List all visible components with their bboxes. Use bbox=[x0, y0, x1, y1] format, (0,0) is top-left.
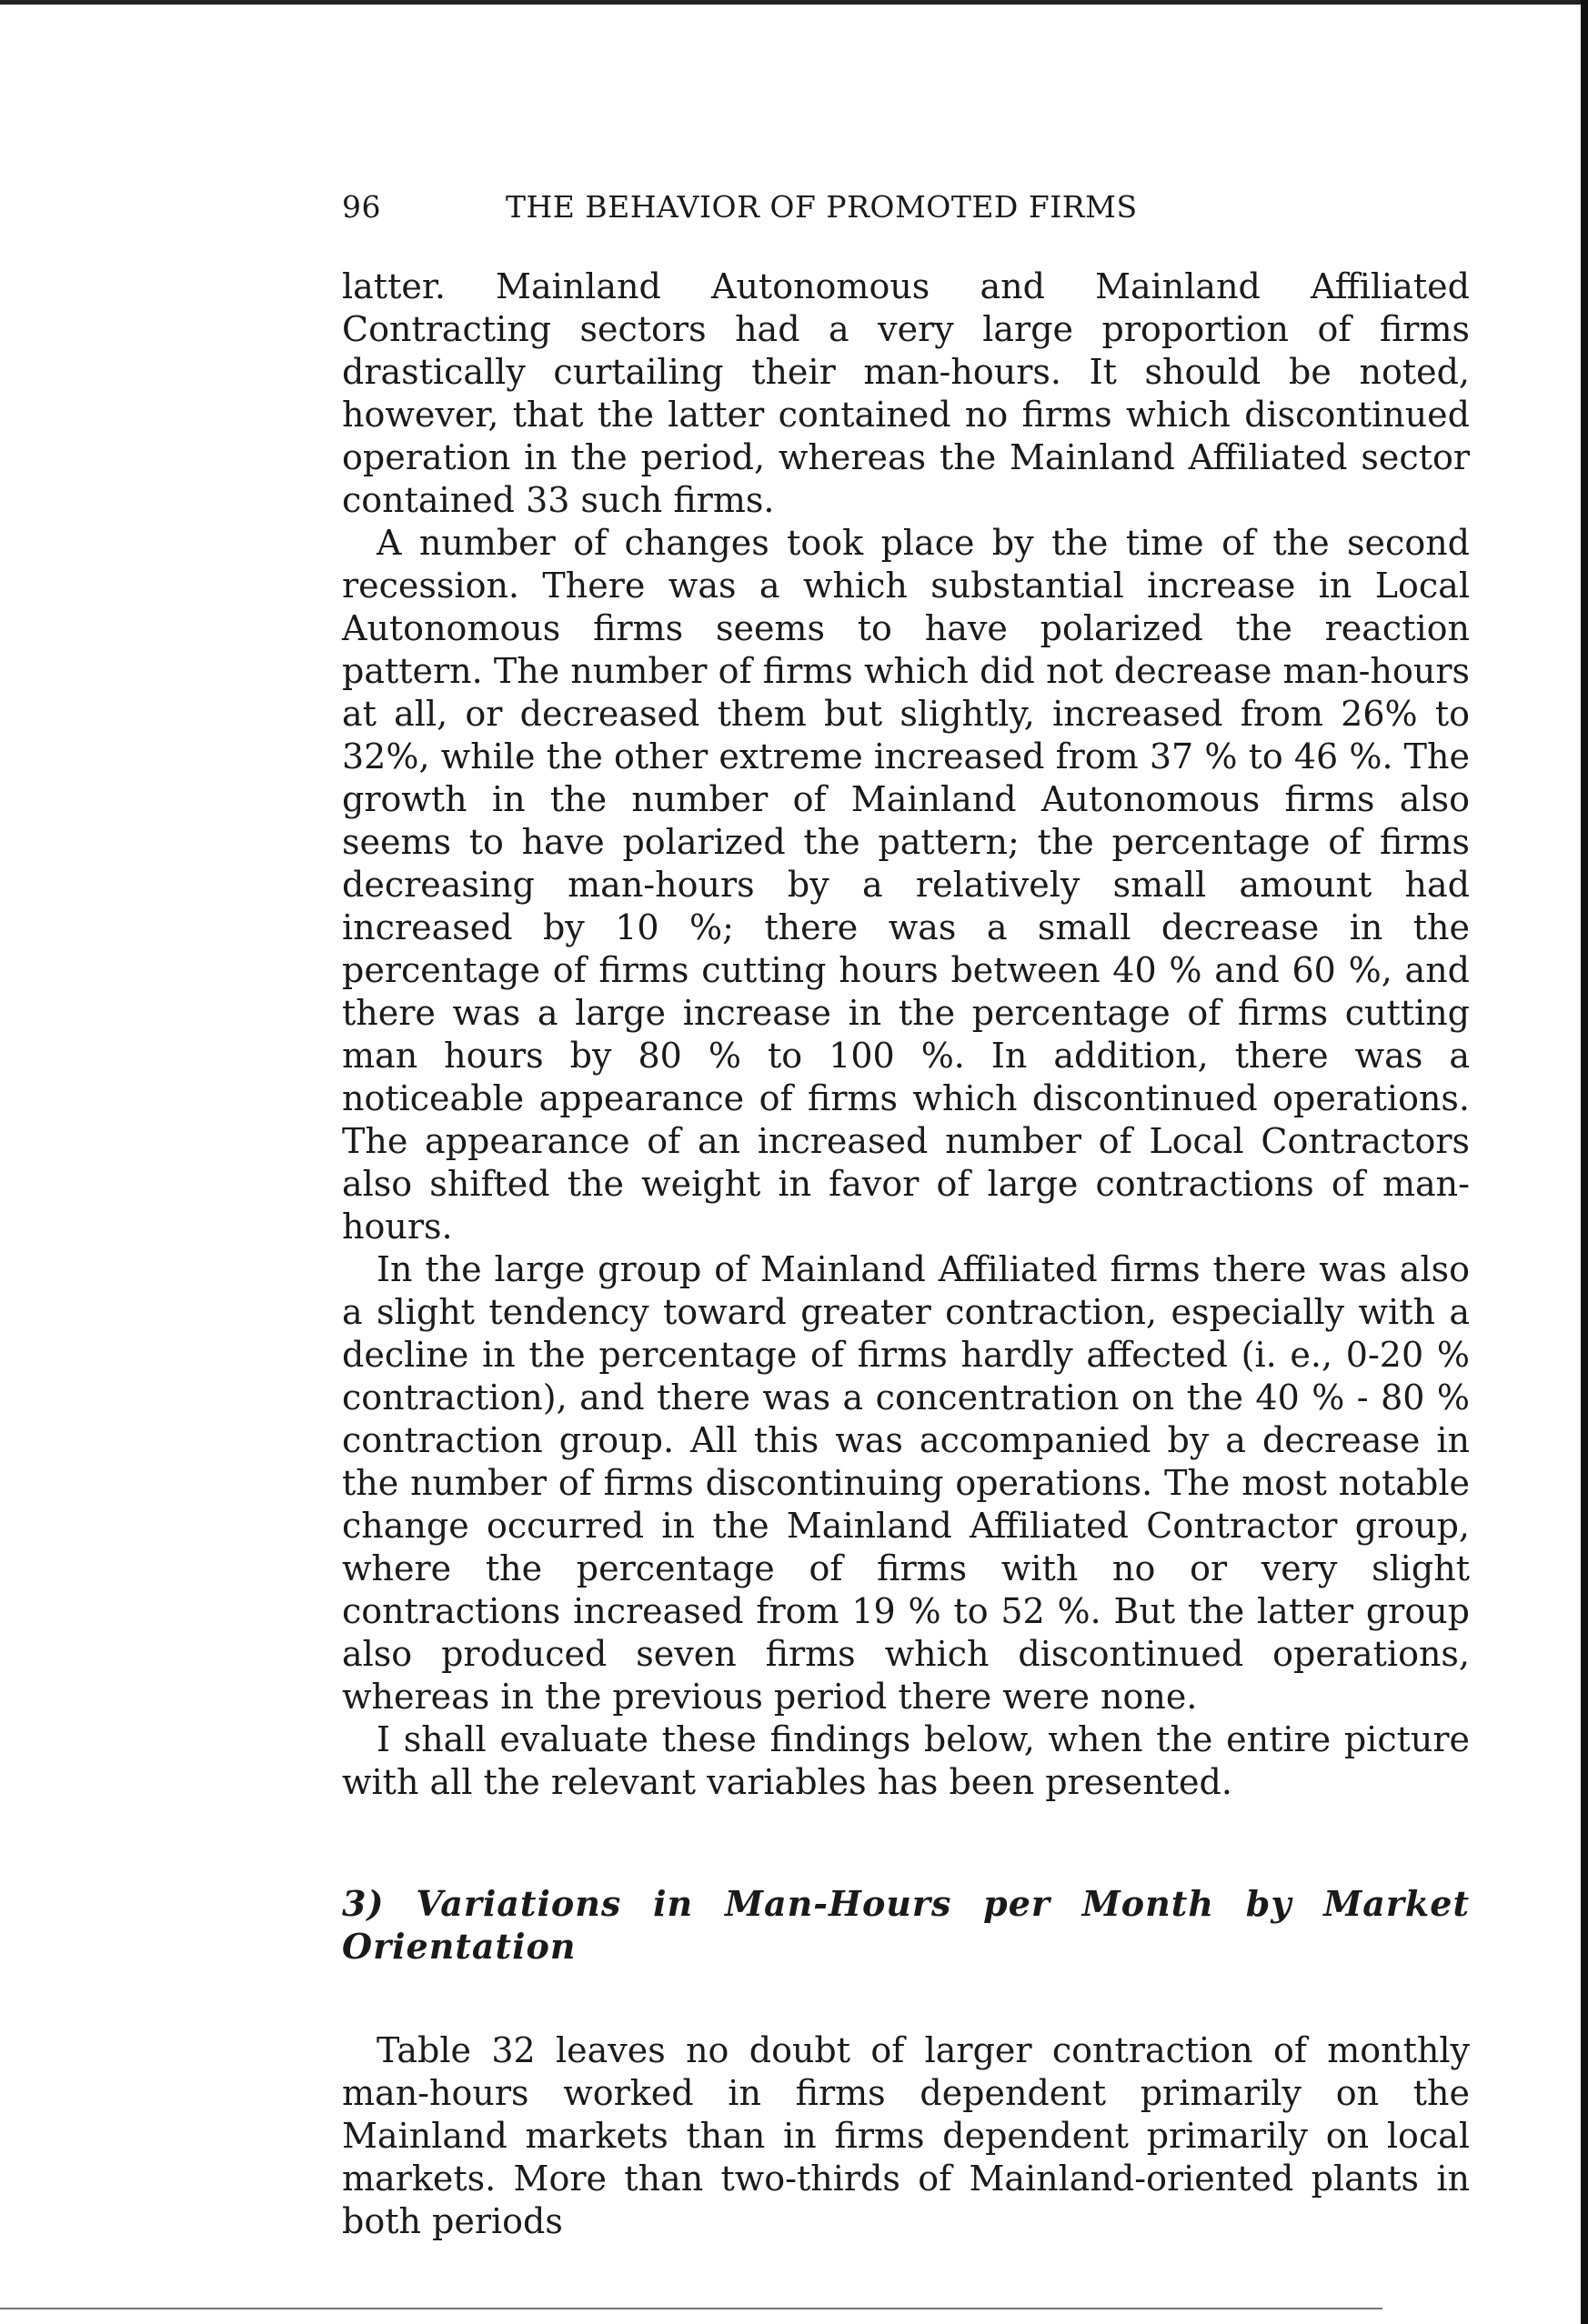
top-page-edge bbox=[0, 0, 1588, 5]
bottom-page-edge bbox=[0, 2308, 1382, 2309]
paragraph-table-32: Table 32 leaves no doubt of larger contraction of monthly man-hours worked in firms dependent primarily on the Mainland markets than in firms dependent primarily on local markets. More than two-thirds of Mainland-oriented plants in both periods bbox=[342, 2030, 1470, 2241]
section-heading: 3) Variations in Man-Hours per Month by Market Orientation bbox=[342, 1883, 1470, 1967]
paragraph-mainland-affiliated: In the large group of Mainland Affiliated firms there was also a slight tendency toward greater contraction, especially with a decline in the percentage of firms hardly affected (i. e., 0-20 % contraction), and there was a concentration on the 40 % - 80 % contraction group. All this was accompanied by a decrease in the number of firms discontinuing operations. The most notable change occurred in the Mainland Affiliated Contractor group, where the percentage of firms with no or very slight contractions increased from 19 % to 52 %. But the latter group also produced seven firms which discontinued operations, whereas in the previous period there were none. bbox=[342, 1249, 1470, 1717]
page-number: 96 bbox=[342, 189, 381, 225]
paragraph-evaluation-note: I shall evaluate these findings below, when the entire picture with all the relevant variables has been presented. bbox=[342, 1719, 1470, 1802]
paragraph-second-recession: A number of changes took place by the time of the second recession. There was a which substantial increase in Local Autonomous firms seems to have polarized the reaction pattern. The number of firms which did not decrease man-hours at all, or decreased them but slightly, increased from 26% to 32%, while the other extreme increased from 37 % to 46 %. The growth in the number of Mainland Autonomous firms also seems to have polarized the pattern; the percentage of firms decreasing man-hours by a relatively small amount had increased by 10 %; there was a small decrease in the percentage of firms cutting hours between 40 % and 60 %, and there was a large increase in the percentage of firms cutting man hours by 80 % to 100 %. In addition, there was a noticeable appearance of firms which discontinued operations. The appearance of an increased number of Local Contractors also shifted the weight in favor of large contractions of man-hours. bbox=[342, 523, 1470, 1247]
paragraph-continued: latter. Mainland Autonomous and Mainland Affiliated Contracting sectors had a very large proportion of firms drastically curtailing their man-hours. It should be noted, however, that the latter contained no firms which discontinued operation in the period, whereas the Mainland Affiliated sector contained 33 such firms. bbox=[342, 266, 1470, 520]
running-head bbox=[342, 189, 1470, 235]
running-title: THE BEHAVIOR OF PROMOTED FIRMS bbox=[506, 189, 1138, 225]
page-body bbox=[342, 265, 1470, 2243]
right-page-edge bbox=[1581, 0, 1588, 2324]
